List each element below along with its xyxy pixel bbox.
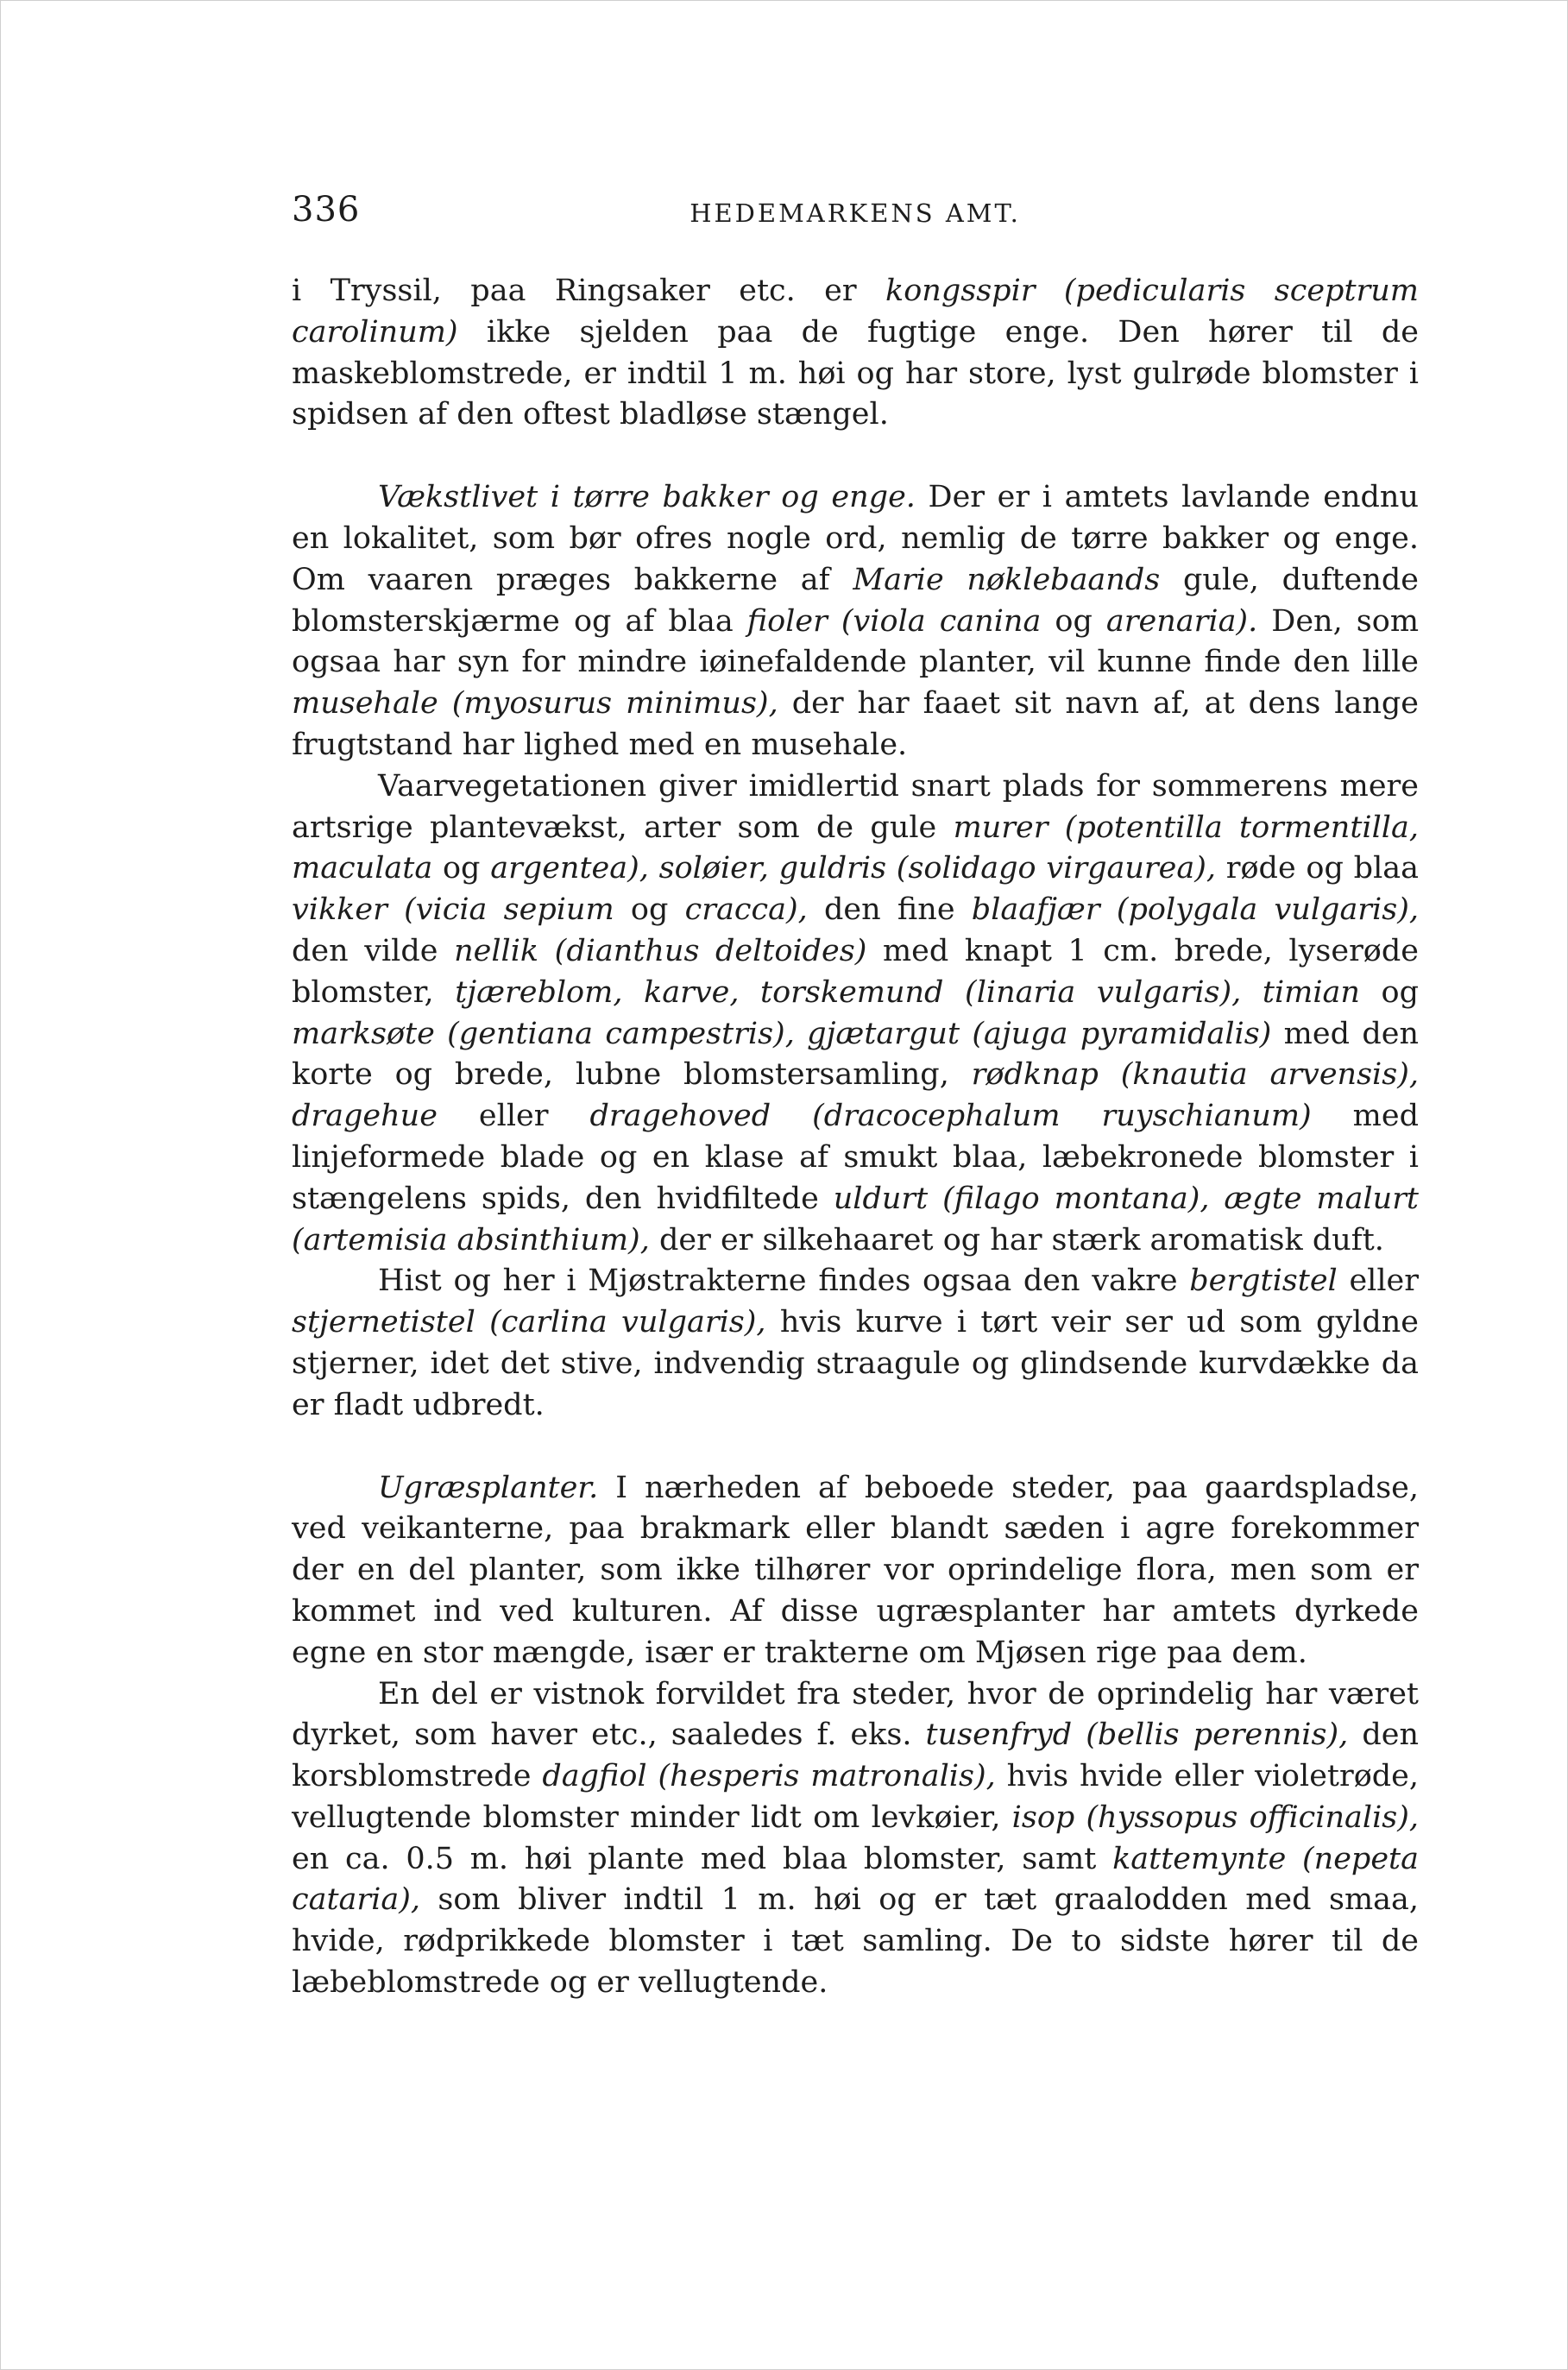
- italic-term: musehale (myosurus minimus),: [292, 686, 778, 722]
- italic-term: tjæreblom, karve, torskemund (linaria vulgaris), timian: [455, 974, 1360, 1010]
- text-run: og: [1041, 603, 1106, 639]
- text-run: røde og blaa: [1216, 851, 1420, 886]
- text-run: der er silkehaaret og har stærk aromatisk duft.: [649, 1222, 1384, 1257]
- text-run: hvis kurve i tørt veir ser ud som gyldne stjerner, idet det stive, indvendig straagule og glindsende kurvdække da er fladt udbredt.: [292, 1305, 1419, 1422]
- running-head: HEDEMARKENS AMT.: [690, 199, 1021, 228]
- paragraph-vaarvegetationen: [292, 766, 1419, 1262]
- text-run: den korsblomstrede: [292, 1718, 1419, 1794]
- italic-term: Ugræsplanter.: [378, 1470, 599, 1505]
- text-run: med linjeformede blade og en klase af smukt blaa, læbekronede blomster i stængelens spids, den hvidfiltede: [292, 1099, 1419, 1216]
- text-run: gule, duftende blomsterskjærme og af blaa: [292, 562, 1419, 639]
- italic-term: tusenfryd (bellis perennis),: [925, 1718, 1349, 1753]
- text-run: den fine: [807, 892, 972, 928]
- italic-term: Marie nøklebaands: [853, 562, 1161, 597]
- italic-term: vikker (vicia sepium: [292, 892, 614, 928]
- text-run: som bliver indtil 1 m. høi og er tæt graalodden med smaa, hvide, rødprikkede blomster i tæt samling. De to sidste hører til de læbeblomstrede og er vellugtende.: [292, 1882, 1419, 2001]
- italic-term: rødknap (knautia arvensis), dragehue: [292, 1057, 1419, 1134]
- text-run: og: [1359, 974, 1419, 1010]
- paragraph-vaekstlivet: [292, 477, 1419, 766]
- italic-term: uldurt (filago montana), ægte malurt (artemisia absinthium),: [292, 1181, 1419, 1257]
- text-run: ikke sjelden paa de fugtige enge. Den hører til de maskeblomstrede, er indtil 1 m. høi og har store, lyst gulrøde blomster i spidsen af den oftest bladløse stængel.: [292, 314, 1419, 432]
- text-run: der har faaet sit navn af, at dens lange frugtstand har lighed med en musehale.: [292, 686, 1420, 762]
- text-run: og: [432, 851, 491, 886]
- text-run: med den korte og brede, lubne blomstersamling,: [292, 1016, 1419, 1093]
- text-run: Den, som ogsaa har syn for mindre iøinefaldende planter, vil kunne finde den lille: [292, 603, 1420, 680]
- italic-term: nellik (dianthus deltoides): [454, 933, 867, 968]
- italic-term: argentea), soløier, guldris (solidago virgaurea),: [490, 851, 1216, 886]
- text-run: i Tryssil, paa Ringsaker etc. er: [292, 274, 886, 308]
- text-run: Der er i amtets lavlande endnu en lokalitet, som bør ofres nogle ord, nemlig de tørre bakker og enge. Om vaaren præges bakkerne af: [292, 480, 1419, 597]
- italic-term: blaafjær (polygala vulgaris),: [971, 892, 1419, 928]
- text-run: Hist og her i Mjøstrakterne findes ogsaa den vakre: [378, 1264, 1190, 1299]
- text-run: Vaarvegetationen giver imidlertid snart plads for sommerens mere artsrige plantevækst, arter som de gule: [292, 768, 1419, 845]
- italic-term: cracca),: [684, 892, 808, 928]
- page-header: [292, 190, 1419, 238]
- text-run: en ca. 0.5 m. høi plante med blaa blomster, samt: [292, 1841, 1113, 1876]
- text-run: I nærheden af beboede steder, paa gaardspladse, ved veikanterne, paa brakmark eller blandt sæden i agre forekommer der en del planter, som ikke tilhører vor oprindelige flora, men som er kommet ind ved kulturen. Af disse ugræsplanter har amtets dyrkede egne en stor mængde, især er trakterne om Mjøsen rige paa dem.: [292, 1470, 1419, 1670]
- text-run: den vilde: [292, 933, 455, 968]
- text-run: eller: [1337, 1264, 1419, 1299]
- italic-term: Vækstlivet i tørre bakker og enge.: [378, 480, 916, 515]
- italic-term: kongsspir (pedicularis sceptrum carolinum): [292, 274, 1419, 350]
- italic-term: bergtistel: [1189, 1264, 1338, 1299]
- paragraph-bergtistel: [292, 1261, 1419, 1426]
- italic-term: marksøte (gentiana campestris), gjætargut (ajuga pyramidalis): [292, 1016, 1272, 1051]
- text-run: hvis hvide eller violetrøde, vellugtende blomster minder lidt om levkøier,: [292, 1759, 1420, 1835]
- italic-term: fioler (viola canina: [746, 603, 1042, 639]
- text-run: eller: [437, 1099, 590, 1134]
- italic-term: arenaria).: [1105, 603, 1258, 639]
- italic-term: kattemynte (nepeta cataria),: [292, 1841, 1419, 1918]
- page-number: 336: [292, 190, 361, 230]
- text-run: En del er vistnok forvildet fra steder, hvor de oprindelig har været dyrket, som haver etc., saaledes f. eks.: [292, 1676, 1419, 1753]
- paragraph-ugraesplanter: [292, 1468, 1419, 1674]
- text-run: med knapt 1 cm. brede, lyserøde blomster,: [292, 933, 1419, 1010]
- paragraph-forvildet: [292, 1674, 1419, 2004]
- italic-term: isop (hyssopus officinalis),: [1011, 1800, 1420, 1835]
- paragraph-kongsspir: [292, 271, 1419, 436]
- italic-term: dagfiol (hesperis matronalis),: [542, 1759, 996, 1794]
- italic-term: stjernetistel (carlina vulgaris),: [292, 1305, 766, 1340]
- text-run: og: [614, 892, 685, 928]
- italic-term: murer (potentilla tormentilla, maculata: [292, 810, 1419, 886]
- italic-term: dragehoved (dracocephalum ruyschianum): [589, 1099, 1312, 1134]
- body-text: [292, 271, 1419, 2004]
